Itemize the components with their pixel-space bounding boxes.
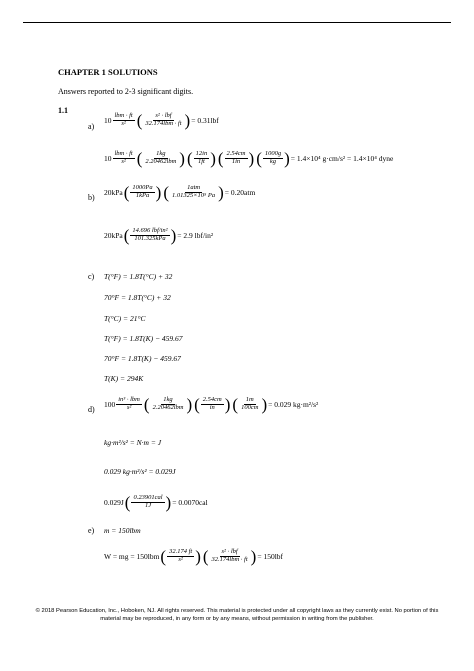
eq-b1: 20kPa ( $\frac{1000Pa}{\text{1kPa}}$ ) ( $\frac{\text{1atm}}{\text{1.01325×10⁵ Pa}}$ ) = 0.20atm <box>104 184 255 201</box>
eq-b2: 20kPa ( $\frac{\text{14.696 lbf/in²}}{\text{101.325kPa}}$ ) = 2.9 lbf/in² <box>104 227 213 244</box>
eq-c5: 70°F = 1.8T(K) − 459.67 <box>104 354 181 363</box>
label-b: b) <box>88 193 95 202</box>
problem-number: 1.1 <box>58 106 68 115</box>
chapter-title: CHAPTER 1 SOLUTIONS <box>58 67 158 77</box>
copyright-footer: © 2018 Pearson Education, Inc., Hoboken, NJ. All rights reserved. This material is protected under all copyright laws as they currently exist. No portion of this material may be reproduced, in any form or by any means, without permission in writing from the publisher. <box>35 608 439 622</box>
eq-a1: 10 $\frac{\text{lbm · ft}}{\text{s²}}$ ( $\frac{\text{s² · lbf}}{\text{32.174lbm · ft}}$ ) = 0.31lbf <box>104 112 219 129</box>
label-e: e) <box>88 526 95 535</box>
eq-c4: T(°F) = 1.8T(K) − 459.67 <box>104 334 183 343</box>
eq-d3: 0.029 kg·m²/s² = 0.029J <box>104 467 176 476</box>
eq-a2: 10 $\frac{\text{lbm · ft}}{\text{s²}}$ ( $\frac{1kg}{\text{2.20462lbm}}$ ) ( $\frac{12in}{1ft}$ ) ( $\frac{2.54cm}{1in}$ ) ( $\frac{1000g}{kg}$ ) = 1.4×10⁴ g·cm/s² = 1.4×10⁴ dyne <box>104 150 393 167</box>
eq-c2: 70°F = 1.8T(°C) + 32 <box>104 293 171 302</box>
eq-d4: 0.029J ( $\frac{\text{0.23901cal}}{1J}$ ) = 0.0070cal <box>104 494 208 511</box>
label-d: d) <box>88 405 95 414</box>
eq-c1: T(°F) = 1.8T(°C) + 32 <box>104 272 173 281</box>
eq-d2: kg·m²/s² = N·m = J <box>104 438 162 447</box>
eq-c3: T(°C) = 21°C <box>104 314 146 323</box>
header-rule <box>23 22 451 23</box>
eq-e2: W = mg = 150lbm ( $\frac{32.174 ft}{\text{s²}}$ ) ( $\frac{\text{s² · lbf}}{\text{32.174lbm · ft}}$ ) = 150lbf <box>104 548 283 565</box>
eq-c6: T(K) = 294K <box>104 374 144 383</box>
label-c: c) <box>88 272 95 281</box>
precision-note: Answers reported to 2-3 significant digits. <box>58 87 194 96</box>
eq-e1: m = 150lbm <box>104 526 141 535</box>
eq-d1: 100 $\frac{\text{in³ · lbm}}{\text{s²}}$ ( $\frac{1kg}{\text{2.20462lbm}}$ ) ( $\frac{2.54cm}{in}$ ) ( $\frac{1m}{100cm}$ ) = 0.029 kg·m²/s² <box>104 396 318 413</box>
label-a: a) <box>88 122 95 131</box>
